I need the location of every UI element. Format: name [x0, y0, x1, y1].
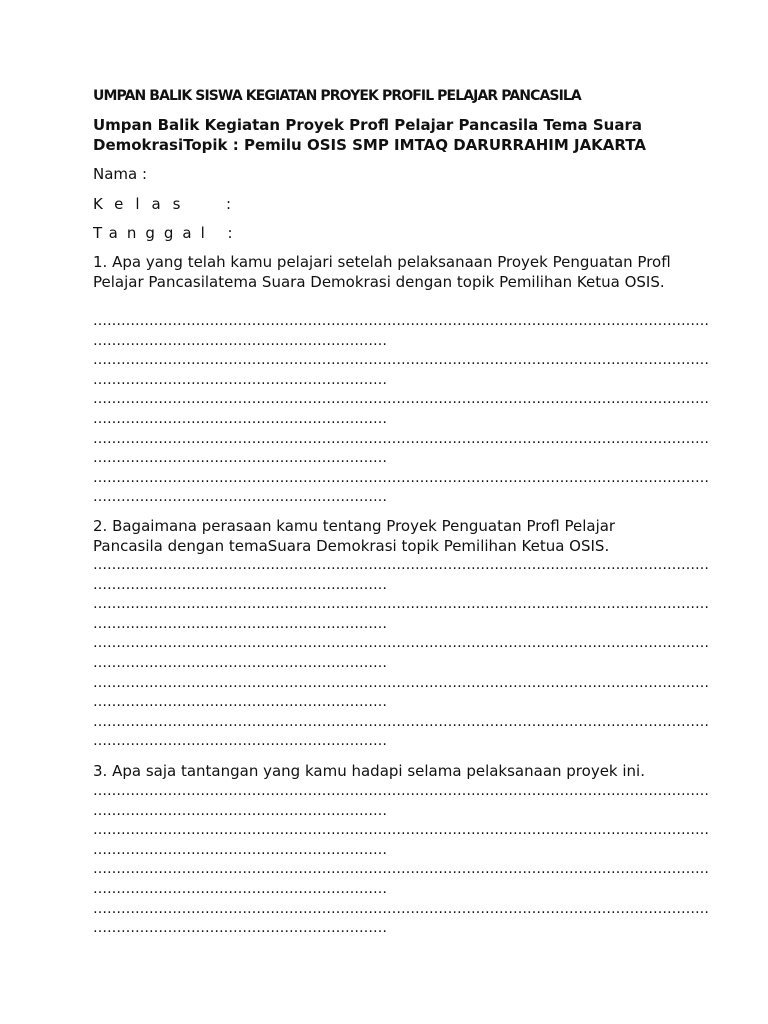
answer-line: [93, 821, 709, 860]
answer-dots-full: ……………………………………………………………………………………………………………………: [93, 674, 709, 691]
field-kelas: Kelas :: [93, 195, 244, 213]
field-nama: Nama :: [93, 165, 148, 183]
answer-dots-full: ……………………………………………………………………………………………………………………: [93, 557, 709, 573]
answer-line: [93, 674, 709, 713]
answer-dots-short: ………………………………………………………: [93, 489, 387, 506]
answer-dots-full: ……………………………………………………………………………………………………………………: [93, 391, 709, 408]
answer-dots-short: ………………………………………………………: [93, 615, 387, 632]
answer-dots-short: ………………………………………………………: [93, 920, 387, 937]
answer-area-1: [93, 312, 709, 508]
answer-line: [93, 390, 709, 429]
answer-dots-short: ………………………………………………………: [93, 802, 387, 819]
answer-dots-full: ……………………………………………………………………………………………………………………: [93, 313, 709, 329]
answer-line: [93, 860, 709, 899]
question-2: 2. Bagaimana perasaan kamu tentang Proyek Penguatan Profl Pelajar Pancasila dengan temaSuara Demokrasi topik Pemilihan Ketua OSIS.: [93, 517, 616, 555]
question-1: 1. Apa yang telah kamu pelajari setelah pelaksanaan Proyek Penguatan Profl Pelajar Pancasilatema Suara Demokrasi dengan topik Pemilihan Ketua OSIS.: [93, 253, 671, 291]
answer-dots-full: ……………………………………………………………………………………………………………………: [93, 861, 709, 878]
answer-line: [93, 713, 709, 752]
answer-dots-short: ………………………………………………………: [93, 371, 387, 388]
answer-area-3: [93, 782, 709, 939]
answer-dots-full: ……………………………………………………………………………………………………………………: [93, 713, 709, 730]
answer-dots-full: ……………………………………………………………………………………………………………………: [93, 635, 709, 652]
answer-dots-full: ……………………………………………………………………………………………………………………: [93, 596, 709, 613]
answer-dots-short: ………………………………………………………: [93, 450, 387, 467]
answer-dots-full: ……………………………………………………………………………………………………………………: [93, 822, 709, 839]
answer-line: [93, 782, 709, 821]
document-title: UMPAN BALIK SISWA KEGIATAN PROYEK PROFIL PELAJAR PANCASILA: [93, 88, 581, 104]
answer-line: [93, 430, 709, 469]
answer-line: [93, 556, 709, 595]
answer-line: [93, 312, 709, 351]
question-3: 3. Apa saja tantangan yang kamu hadapi selama pelaksanaan proyek ini.: [93, 762, 645, 780]
answer-line: [93, 900, 709, 939]
answer-line: [93, 469, 709, 508]
answer-dots-short: ………………………………………………………: [93, 733, 387, 750]
answer-dots-short: ………………………………………………………: [93, 694, 387, 711]
answer-line: [93, 351, 709, 390]
answer-dots-short: ………………………………………………………: [93, 654, 387, 671]
document-subtitle: Umpan Balik Kegiatan Proyek Profl Pelajar Pancasila Tema Suara DemokrasiTopik : Pemilu OSIS SMP IMTAQ DARURRAHIM JAKARTA: [93, 116, 646, 154]
answer-dots-short: ………………………………………………………: [93, 410, 387, 427]
answer-dots-short: ………………………………………………………: [93, 332, 387, 349]
answer-dots-full: ……………………………………………………………………………………………………………………: [93, 430, 709, 447]
answer-area-2: [93, 556, 709, 752]
answer-line: [93, 634, 709, 673]
answer-dots-full: ……………………………………………………………………………………………………………………: [93, 352, 709, 369]
answer-dots-short: ………………………………………………………: [93, 576, 387, 593]
answer-dots-full: ……………………………………………………………………………………………………………………: [93, 783, 709, 799]
answer-line: [93, 595, 709, 634]
answer-dots-full: ……………………………………………………………………………………………………………………: [93, 469, 709, 486]
answer-dots-short: ………………………………………………………: [93, 880, 387, 897]
answer-dots-short: ………………………………………………………: [93, 841, 387, 858]
field-tanggal: Tanggal :: [93, 224, 242, 242]
answer-dots-full: ……………………………………………………………………………………………………………………: [93, 900, 709, 917]
